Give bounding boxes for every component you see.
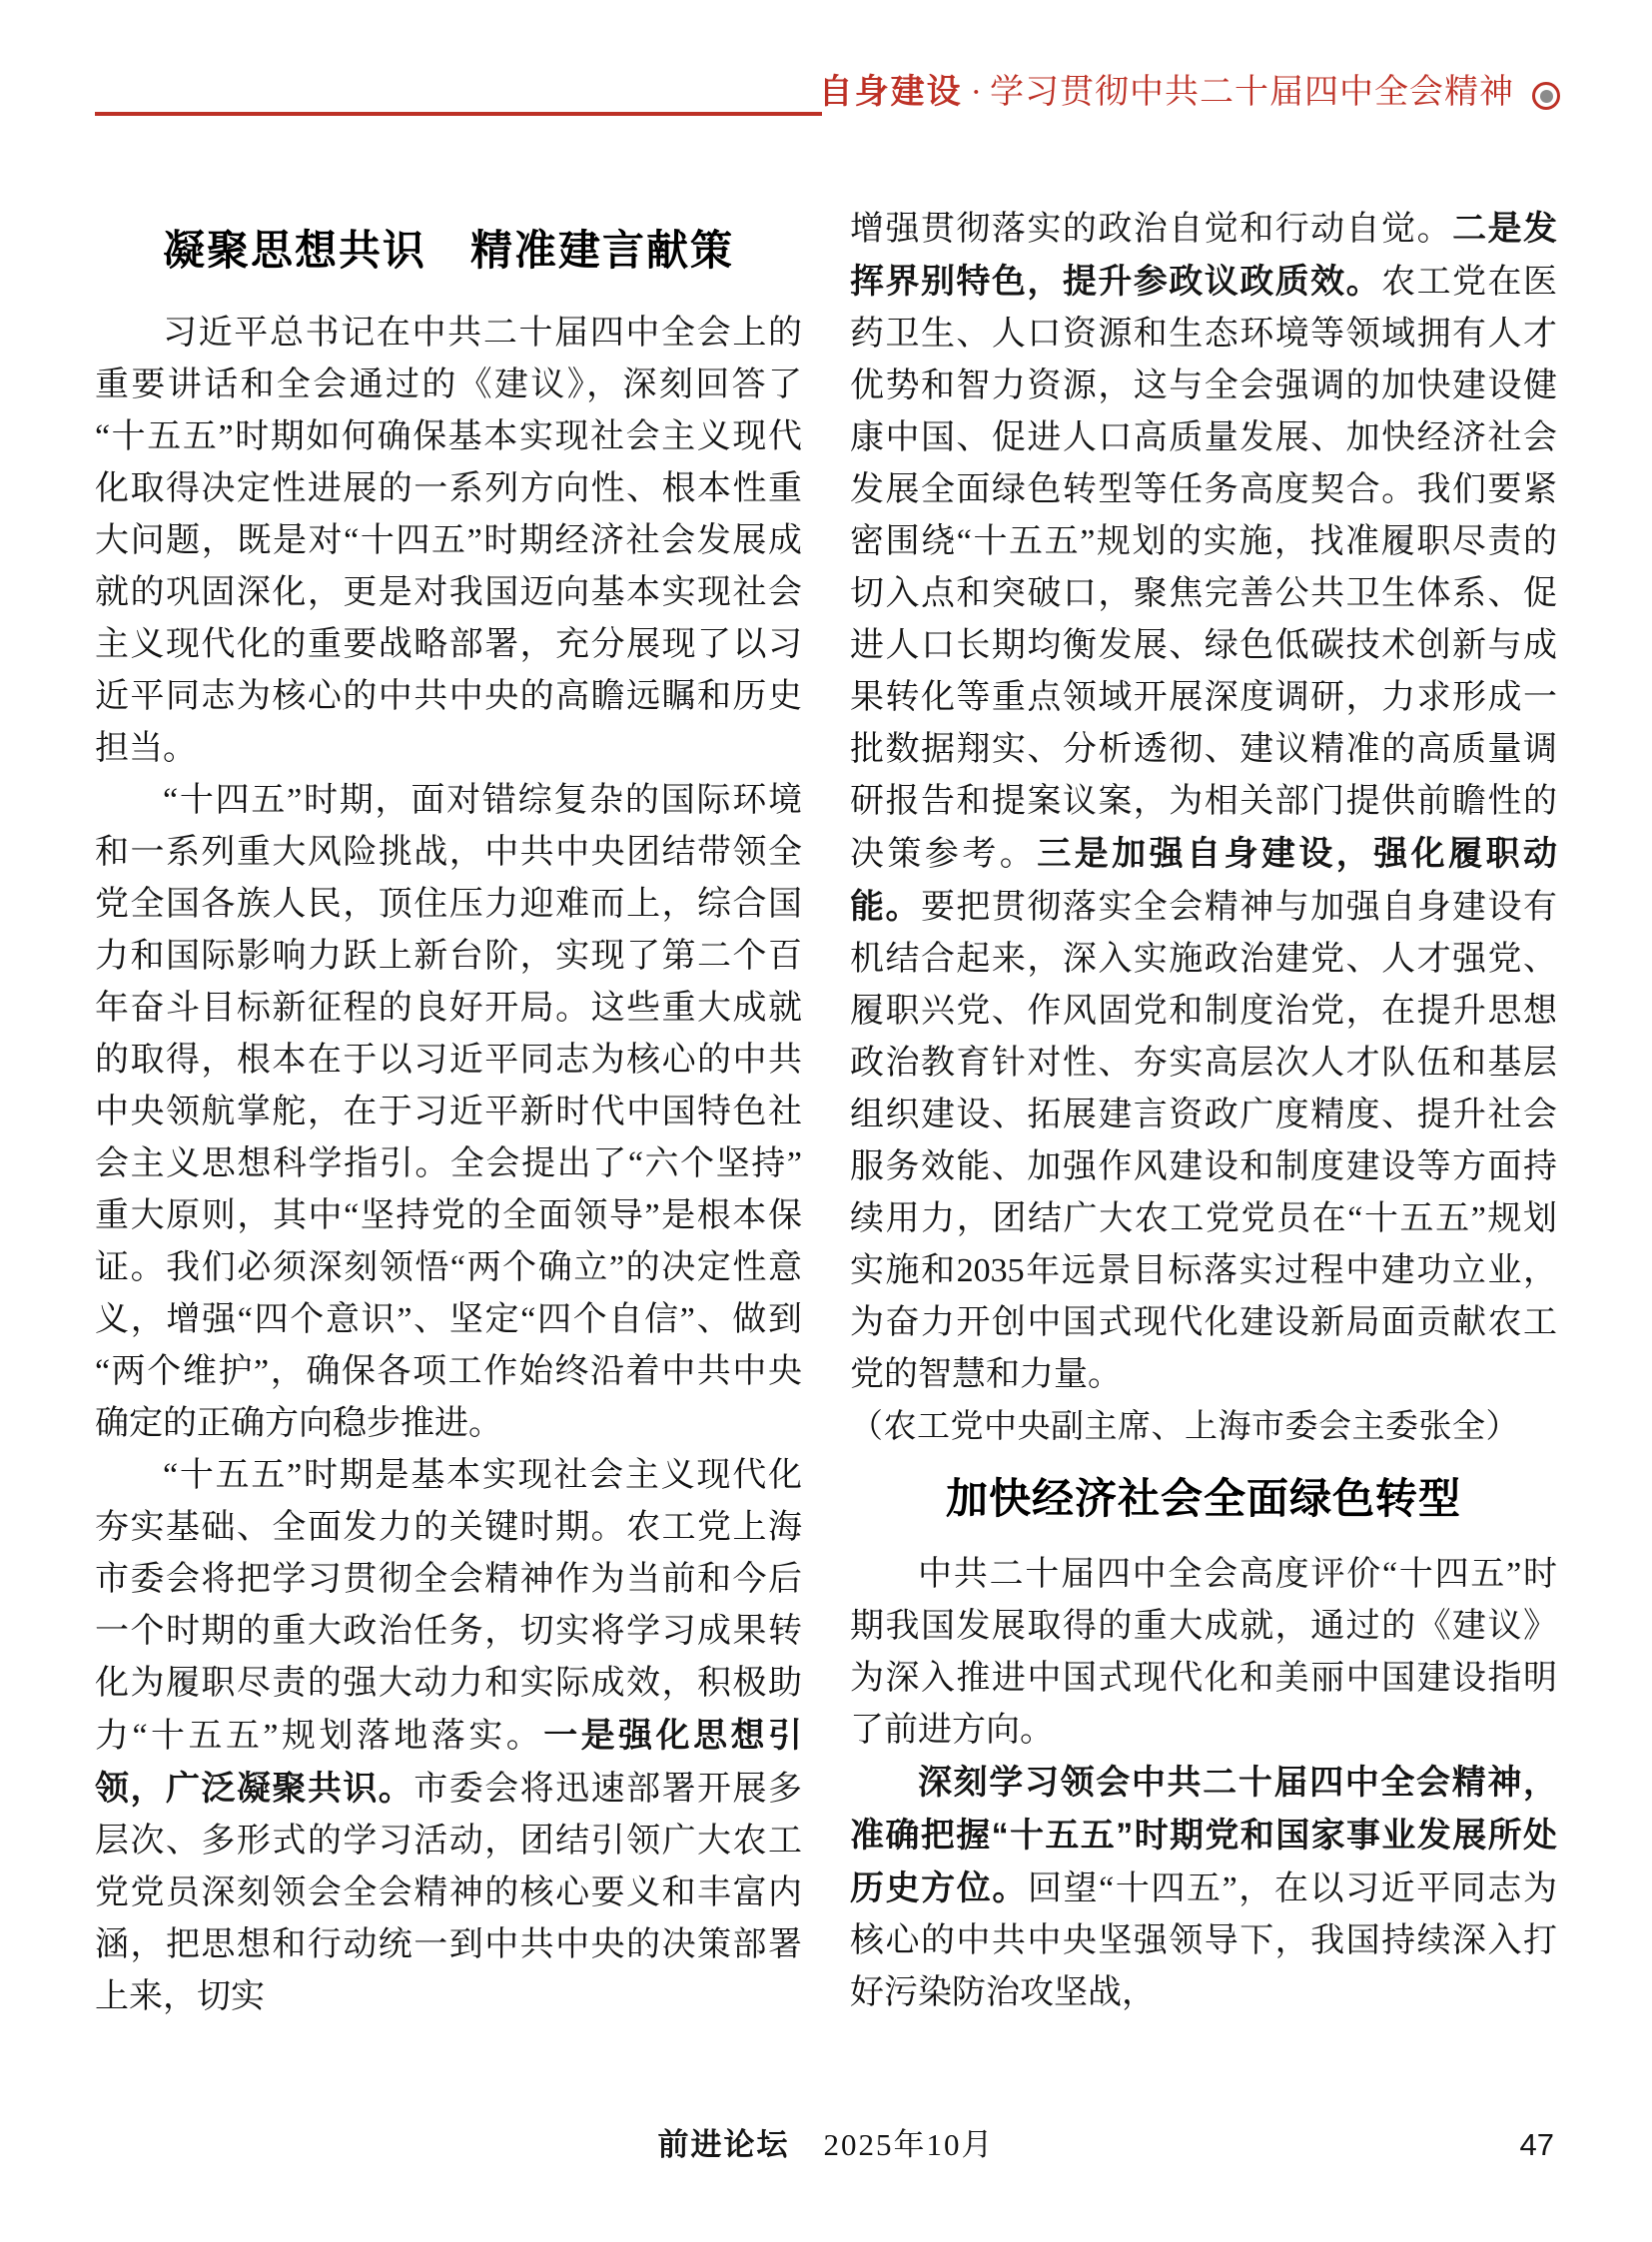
page-footer bbox=[0, 2119, 1652, 2171]
left-column bbox=[95, 222, 802, 2023]
page-number: 47 bbox=[1519, 2127, 1554, 2162]
article-title: 凝聚思想共识 精准建言献策 bbox=[162, 227, 734, 274]
header-separator: · bbox=[970, 74, 982, 111]
footer-journal-line bbox=[0, 2119, 1652, 2171]
right-column bbox=[850, 203, 1557, 2019]
paragraph: 习近平总书记在中共二十届四中全会上的重要讲话和全会通过的《建议》，深刻回答了“十五五”时期如何确保基本实现社会主义现代化取得决定性进展的一系列方向性、根本性重大问题，既是对“十四五”时期经济社会发展成就的巩固深化，更是对我国迈向基本实现社会主义现代化的重要战略部署，充分展现了以习近平同志为核心的中共中央的高瞻远瞩和历史担当。 bbox=[95, 315, 802, 767]
continuation-paragraph: 增强贯彻落实的政治自觉和行动自觉。二是发挥界别特色，提升参政议政质效。农工党在医药卫生、人口资源和生态环境等领域拥有人才优势和智力资源，这与全会强调的加快建设健康中国、促进人口高质量发展、加快经济社会发展全面绿色转型等任务高度契合。我们要紧密围绕“十五五”规划的实施，找准履职尽责的切入点和突破口，聚焦完善公共卫生体系、促进人口长期均衡发展、绿色低碳技术创新与成果转化等重点领域开展深度调研，力求形成一批数据翔实、分析透彻、建议精准的高质量调研报告和提案议案，为相关部门提供前瞻性的决策参考。三是加强自身建设，强化履职动能。要把贯彻落实全会精神与加强自身建设有机结合起来，深入实施政治建党、人才强党、履职兴党、作风固党和制度治党，在提升思想政治教育针对性、夯实高层次人才队伍和基层组织建设、拓展建言资政广度精度、提升社会服务效能、加强作风建设和制度建设等方面持续用力，团结广大农工党党员在“十五五”规划实施和2035年远景目标落实过程中建功立业，为奋力开创中国式现代化建设新局面贡献农工党的智慧和力量。 bbox=[850, 210, 1558, 1393]
paragraph: “十五五”时期是基本实现社会主义现代化夯实基础、全面发力的关键时期。农工党上海市委会将把学习贯彻全会精神作为当前和今后一个时期的重大政治任务，切实将学习成果转化为履职尽责的强大动力和实际成效，积极助力“十五五”规划落地落实。一是强化思想引领，广泛凝聚共识。市委会将迅速部署开展多层次、多形式的学习活动，团结引领广大农工党党员深刻领会全会精神的核心要义和丰富内涵，把思想和行动统一到中共中央的决策部署上来，切实 bbox=[95, 1457, 803, 2015]
section-title: 加快经济社会全面绿色转型 bbox=[945, 1475, 1461, 1522]
header-rule bbox=[95, 112, 822, 116]
paragraph: 深刻学习领会中共二十届四中全会精神，准确把握“十五五”时期党和国家事业发展所处历史方位。回望“十四五”，在以习近平同志为核心的中共中央坚强领导下，我国持续深入打好污染防治攻坚战， bbox=[850, 1764, 1557, 2011]
paragraph: 中共二十届四中全会高度评价“十四五”时期我国发展取得的重大成就，通过的《建议》为深入推进中国式现代化和美丽中国建设指明了前进方向。 bbox=[850, 1556, 1557, 1749]
circle-ornament-dot bbox=[1540, 90, 1553, 103]
header-section-label: 自身建设 bbox=[818, 73, 963, 111]
circle-ornament-icon bbox=[1532, 82, 1560, 110]
paragraph: “十四五”时期，面对错综复杂的国际环境和一系列重大风险挑战，中共中央团结带领全党全国各族人民，顶住压力迎难而上，综合国力和国际影响力跃上新台阶，实现了第二个百年奋斗目标新征程的良好开局。这些重大成就的取得，根本在于以习近平同志为核心的中共中央领航掌舵，在于习近平新时代中国特色社会主义思想科学指引。全会提出了“六个坚持”重大原则，其中“坚持党的全面领导”是根本保证。我们必须深刻领悟“两个确立”的决定性意义，增强“四个意识”、坚定“四个自信”、做到“两个维护”，确保各项工作始终沿着中共中央确定的正确方向稳步推进。 bbox=[95, 782, 802, 1442]
journal-name: 前进论坛 bbox=[657, 2127, 790, 2162]
author-attribution: （农工党中央副主席、上海市委会主委张全） bbox=[850, 1409, 1519, 1445]
header-theme-label: 学习贯彻中共二十届四中全会精神 bbox=[990, 74, 1514, 111]
running-head bbox=[819, 70, 1514, 115]
issue-date: 2025年10月 bbox=[823, 2127, 995, 2162]
